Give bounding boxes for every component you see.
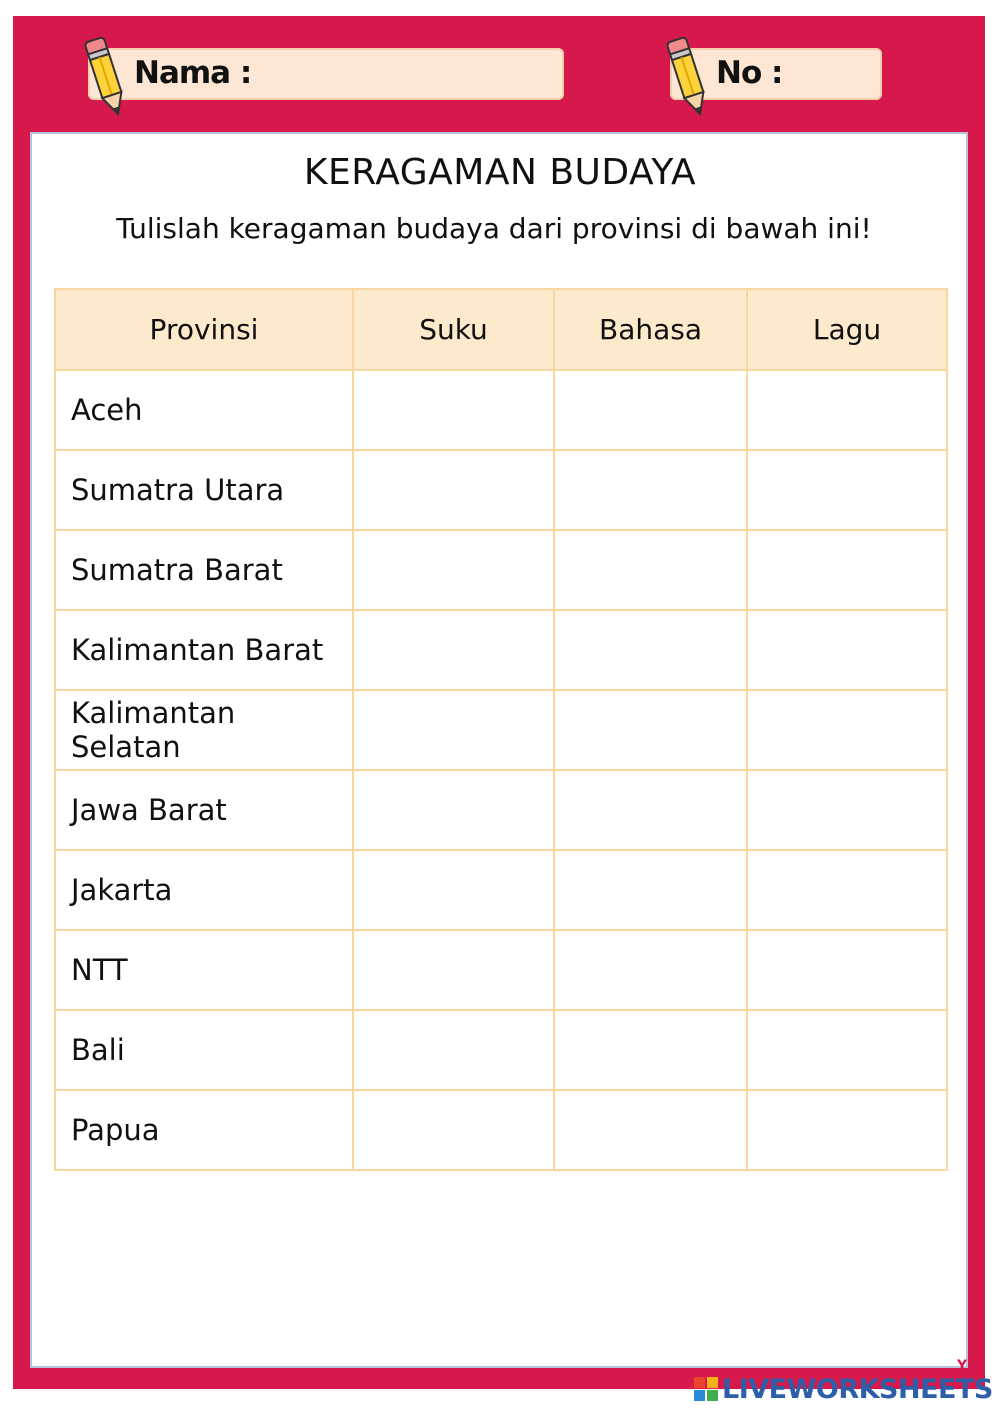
table-row: [55, 690, 947, 770]
suku-answer-cell[interactable]: [353, 770, 554, 850]
column-header-lagu: Lagu: [747, 289, 947, 370]
bahasa-answer-cell[interactable]: [554, 530, 747, 610]
bahasa-answer-cell[interactable]: [554, 610, 747, 690]
bahasa-answer-cell[interactable]: [554, 690, 747, 770]
table-row: [55, 1090, 947, 1170]
lagu-answer-cell[interactable]: [747, 690, 947, 770]
province-cell: Sumatra Utara: [55, 450, 353, 530]
lagu-answer-cell[interactable]: [747, 1090, 947, 1170]
suku-answer-cell[interactable]: [353, 690, 554, 770]
bahasa-answer-cell[interactable]: [554, 370, 747, 450]
province-cell: Jawa Barat: [55, 770, 353, 850]
number-label: No :: [716, 55, 783, 91]
province-cell: Bali: [55, 1010, 353, 1090]
bahasa-answer-cell[interactable]: [554, 450, 747, 530]
pencil-icon: [84, 32, 128, 122]
table-row: [55, 770, 947, 850]
worksheet-instruction: Tulislah keragaman budaya dari provinsi di bawah ini!: [116, 212, 872, 245]
province-cell: Papua: [55, 1090, 353, 1170]
name-label: Nama :: [134, 55, 252, 91]
suku-answer-cell[interactable]: [353, 610, 554, 690]
liveworksheets-logo: [694, 1377, 718, 1401]
province-cell: Aceh: [55, 370, 353, 450]
province-cell: NTT: [55, 930, 353, 1010]
culture-table: [54, 288, 948, 1171]
suku-answer-cell[interactable]: [353, 530, 554, 610]
lagu-answer-cell[interactable]: [747, 930, 947, 1010]
corner-mark: YR: [957, 1358, 978, 1374]
bahasa-answer-cell[interactable]: [554, 770, 747, 850]
lagu-answer-cell[interactable]: [747, 370, 947, 450]
table-row: [55, 930, 947, 1010]
table-row: [55, 850, 947, 930]
suku-answer-cell[interactable]: [353, 1090, 554, 1170]
suku-answer-cell[interactable]: [353, 1010, 554, 1090]
table-row: [55, 450, 947, 530]
table-row: [55, 530, 947, 610]
liveworksheets-watermark: [694, 1372, 993, 1406]
province-cell: Sumatra Barat: [55, 530, 353, 610]
suku-answer-cell[interactable]: [353, 930, 554, 1010]
name-field[interactable]: [88, 48, 564, 100]
suku-answer-cell[interactable]: [353, 450, 554, 530]
watermark-text: LIVEWORKSHEETS: [722, 1373, 993, 1405]
bahasa-answer-cell[interactable]: [554, 930, 747, 1010]
bahasa-answer-cell[interactable]: [554, 1010, 747, 1090]
column-header-provinsi: Provinsi: [55, 289, 353, 370]
lagu-answer-cell[interactable]: [747, 530, 947, 610]
lagu-answer-cell[interactable]: [747, 610, 947, 690]
province-cell: Kalimantan Selatan: [55, 690, 353, 770]
bahasa-answer-cell[interactable]: [554, 850, 747, 930]
lagu-answer-cell[interactable]: [747, 850, 947, 930]
province-cell: Jakarta: [55, 850, 353, 930]
suku-answer-cell[interactable]: [353, 370, 554, 450]
lagu-answer-cell[interactable]: [747, 1010, 947, 1090]
suku-answer-cell[interactable]: [353, 850, 554, 930]
province-cell: Kalimantan Barat: [55, 610, 353, 690]
lagu-answer-cell[interactable]: [747, 770, 947, 850]
worksheet-title: KERAGAMAN BUDAYA: [303, 152, 697, 193]
bahasa-answer-cell[interactable]: [554, 1090, 747, 1170]
column-header-bahasa: Bahasa: [554, 289, 747, 370]
lagu-answer-cell[interactable]: [747, 450, 947, 530]
table-row: [55, 1010, 947, 1090]
table-row: [55, 610, 947, 690]
table-header-row: [55, 289, 947, 370]
column-header-suku: Suku: [353, 289, 554, 370]
table-row: [55, 370, 947, 450]
pencil-icon: [666, 32, 710, 122]
